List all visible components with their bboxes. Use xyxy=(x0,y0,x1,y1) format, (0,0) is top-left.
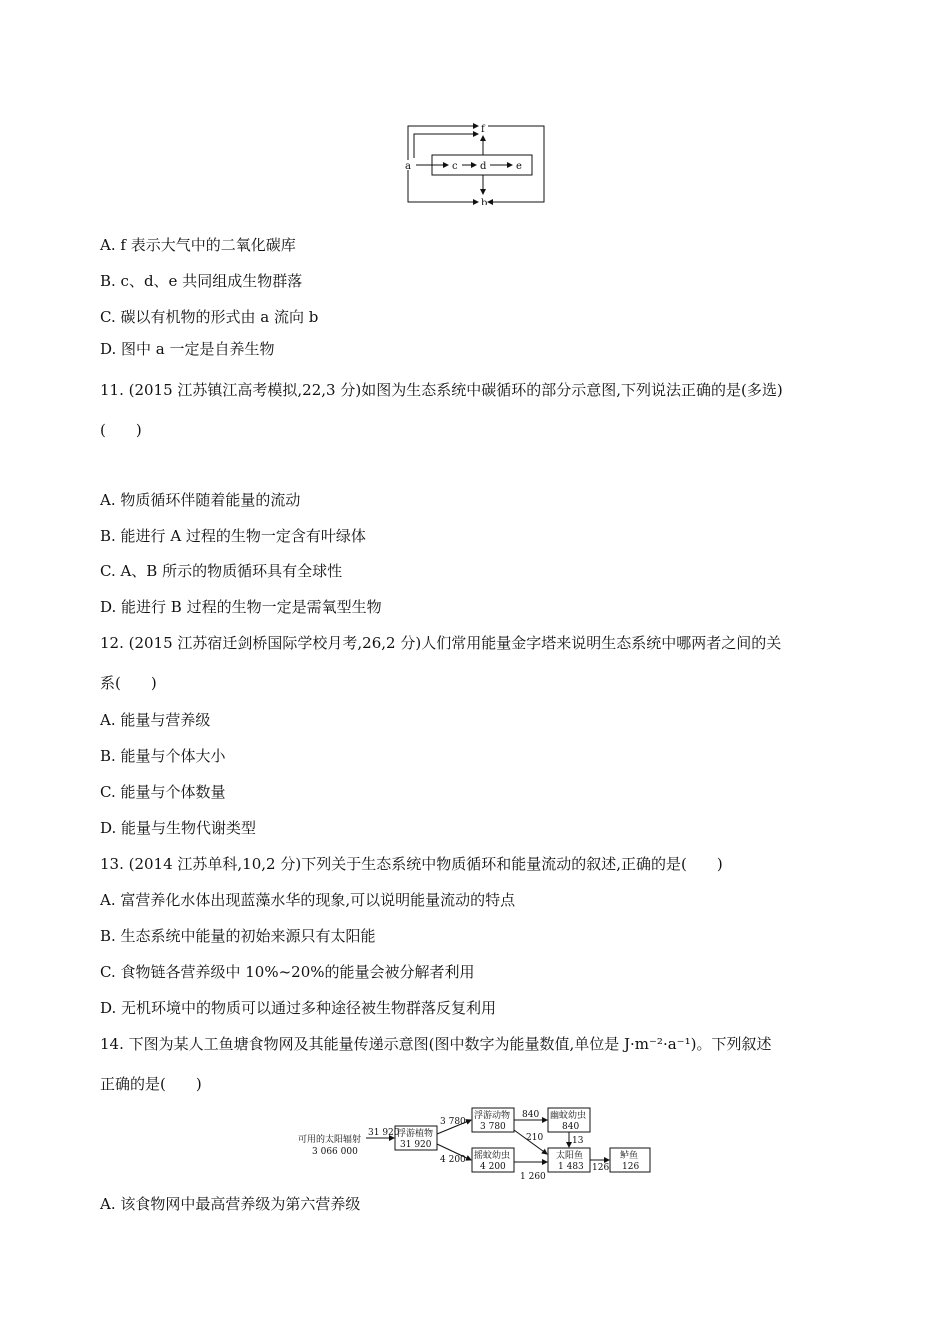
q12-option-a[interactable]: A. 能量与营养级 xyxy=(100,711,211,729)
solar-value: 3 066 000 xyxy=(312,1147,358,1157)
food-web-diagram xyxy=(296,1104,656,1180)
q10-option-a[interactable]: A. f 表示大气中的二氧化碳库 xyxy=(100,236,296,254)
q14-option-a[interactable]: A. 该食物网中最高营养级为第六营养级 xyxy=(100,1195,361,1213)
node-d: d xyxy=(480,161,487,172)
perch-value: 126 xyxy=(622,1162,640,1172)
solar-label: 可用的太阳辐射 xyxy=(298,1135,362,1145)
q11-option-a[interactable]: A. 物质循环伴随着能量的流动 xyxy=(100,491,301,509)
sunfish-name: 太阳鱼 xyxy=(556,1151,584,1161)
zoo-value: 3 780 xyxy=(480,1122,506,1132)
q13-option-c[interactable]: C. 食物链各营养级中 10%~20%的能量会被分解者利用 xyxy=(100,963,475,981)
q11-stem: 11. (2015 江苏镇江高考模拟,22,3 分)如图为生态系统中碳循环的部分示意图,下列说法正确的是(多选) xyxy=(100,381,783,399)
q12-option-c[interactable]: C. 能量与个体数量 xyxy=(100,783,226,801)
larva-b-name: 摇蚊幼虫 xyxy=(474,1151,511,1161)
q12-option-d[interactable]: D. 能量与生物代谢类型 xyxy=(100,819,257,837)
flow-sunfish-perch: 126 xyxy=(592,1163,610,1173)
sunfish-value: 1 483 xyxy=(558,1162,584,1172)
flow-plant-zoo: 3 780 xyxy=(440,1117,466,1127)
node-f: f xyxy=(481,124,485,135)
q12-stem: 12. (2015 江苏宿迁剑桥国际学校月考,26,2 分)人们常用能量金字塔来说明生态系统中哪两者之间的关 xyxy=(100,634,782,652)
q10-option-b[interactable]: B. c、d、e 共同组成生物群落 xyxy=(100,272,303,290)
flow-plant-larva-b: 4 200 xyxy=(440,1155,466,1165)
node-e: e xyxy=(516,161,522,172)
q12-stem-cont: 系( ) xyxy=(100,674,157,692)
carbon-cycle-diagram xyxy=(404,120,549,205)
plant-value: 31 920 xyxy=(400,1140,432,1150)
q12-option-b[interactable]: B. 能量与个体大小 xyxy=(100,747,226,765)
q11-option-c[interactable]: C. A、B 所示的物质循环具有全球性 xyxy=(100,562,343,580)
q11-option-b[interactable]: B. 能进行 A 过程的生物一定含有叶绿体 xyxy=(100,527,366,545)
q13-option-b[interactable]: B. 生态系统中能量的初始来源只有太阳能 xyxy=(100,927,376,945)
flow-zoo-larva-a: 840 xyxy=(522,1110,540,1120)
q14-stem: 14. 下图为某人工鱼塘食物网及其能量传递示意图(图中数字为能量数值,单位是 J·m⁻²·a⁻¹)。下列叙述 xyxy=(100,1035,772,1053)
larva-a-value: 840 xyxy=(562,1122,580,1132)
flow-zoo-sunfish: 210 xyxy=(526,1133,544,1143)
perch-name: 鲈鱼 xyxy=(620,1151,639,1161)
flow-larva-b-sunfish: 1 260 xyxy=(520,1172,546,1180)
flow-larva-a-sunfish: 13 xyxy=(572,1136,584,1146)
q11-blank: ( ) xyxy=(100,421,142,439)
q10-option-c[interactable]: C. 碳以有机物的形式由 a 流向 b xyxy=(100,308,319,326)
q11-option-d[interactable]: D. 能进行 B 过程的生物一定是需氧型生物 xyxy=(100,598,382,616)
q13-stem: 13. (2014 江苏单科,10,2 分)下列关于生态系统中物质循环和能量流动的叙述,正确的是( ) xyxy=(100,855,723,873)
q10-option-d[interactable]: D. 图中 a 一定是自养生物 xyxy=(100,340,275,358)
node-c: c xyxy=(452,161,458,172)
plant-name: 浮游植物 xyxy=(397,1129,434,1139)
zoo-name: 浮游动物 xyxy=(474,1111,511,1121)
q13-option-d[interactable]: D. 无机环境中的物质可以通过多种途径被生物群落反复利用 xyxy=(100,999,497,1017)
flow-solar-plant: 31 920 xyxy=(368,1128,400,1138)
q13-option-a[interactable]: A. 富营养化水体出现蓝藻水华的现象,可以说明能量流动的特点 xyxy=(100,891,516,909)
node-a: a xyxy=(405,161,411,172)
q14-stem-cont: 正确的是( ) xyxy=(100,1075,202,1093)
node-b: b xyxy=(481,198,488,205)
larva-a-name: 幽蚊幼虫 xyxy=(550,1111,587,1121)
larva-b-value: 4 200 xyxy=(480,1162,506,1172)
